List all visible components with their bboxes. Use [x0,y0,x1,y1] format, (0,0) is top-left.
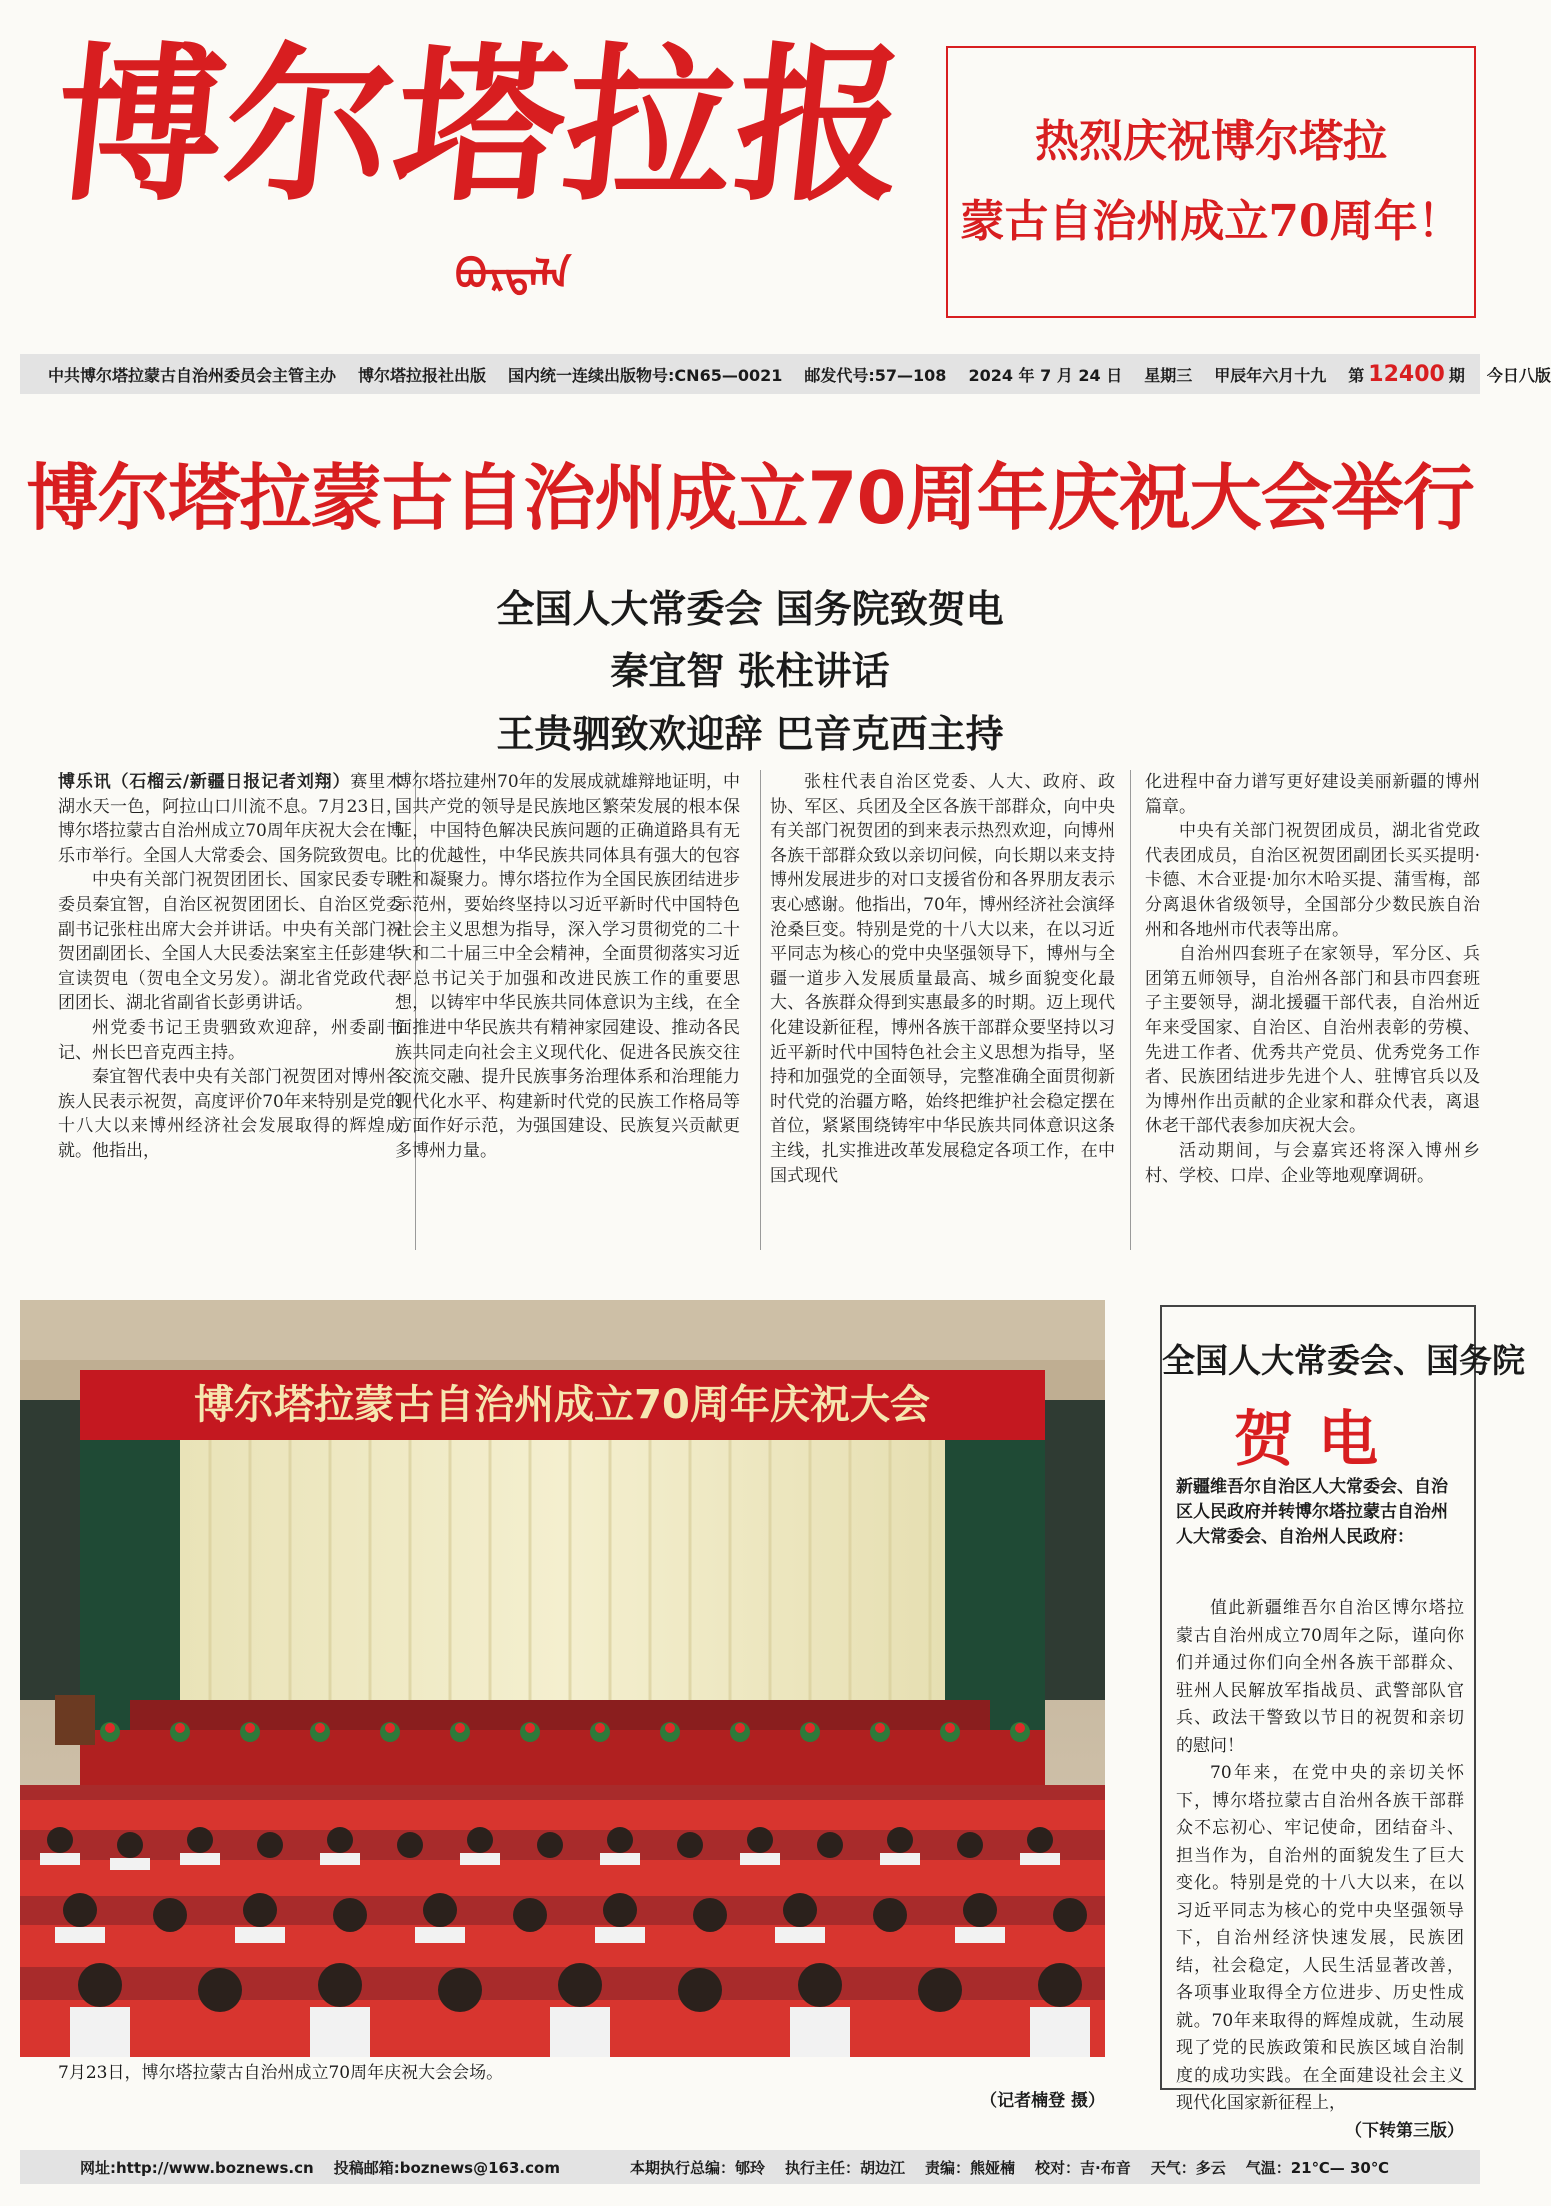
article-paragraph: 化进程中奋力谱写更好建设美丽新疆的博州篇章。 [1145,772,1480,817]
telegram-address: 新疆维吾尔自治区人大常委会、自治区人民政府并转博尔塔拉蒙古自治州人大常委会、自治州人民政府： [1176,1477,1448,1547]
photo-credit: （记者楠登 摄） [980,2091,1105,2111]
chief-editor: 本期执行总编：郇玲 [629,2158,765,2177]
sponsor: 中共博尔塔拉蒙古自治州委员会主管主办 [48,365,337,385]
newspaper-masthead: 博尔塔拉报 [45,26,917,224]
responsible-editor: 责编：熊娅楠 [924,2158,1015,2177]
issue-suffix: 期 [1448,365,1465,385]
website: 网址:http://www.boznews.cn [80,2158,314,2177]
weather: 天气：多云 [1150,2158,1226,2177]
article-column-2 [395,770,740,1164]
banner-text: 博尔塔拉蒙古自治州成立70周年庆祝大会 [194,1382,930,1428]
congratulatory-telegram-box [1160,1305,1525,2141]
issue-date: 2024 年 7 月 24 日 [968,365,1123,385]
weekday: 星期三 [1144,365,1193,385]
mongolian-masthead: ᠪᠣᠷᠲᠠᠯᠠ [455,251,572,298]
celebration-line-1: 热烈庆祝博尔塔拉 [1035,116,1387,167]
article-column-1 [58,770,403,1164]
telegram-body [1176,1595,1464,2145]
dateline: 博乐讯（石榴云/新疆日报记者刘翔） [58,772,351,792]
subheadline-3: 王贵驷致欢迎辞 巴音克西主持 [496,711,1004,756]
article-paragraph: 自治州四套班子在家领导，军分区、兵团第五师领导，自治州各部门和县市四套班子主要领导，湖北援疆干部代表，自治州近年来受国家、自治区、自治州表彰的劳模、先进工作者、优秀共产党员、优秀党务工作者、民族团结进步先进个人、驻博官兵以及为博州作出贡献的企业家和群众代表，离退休老干部代表参加庆祝大会。 [1145,944,1480,1137]
telegram-title: 贺电 [1234,1405,1402,1475]
proofreader: 校对：吉·布音 [1035,2158,1131,2177]
postal-code: 邮发代号:57—108 [804,365,947,385]
celebration-box [946,46,1476,318]
article-column-4 [1145,770,1480,1188]
publisher: 博尔塔拉报社出版 [358,365,487,385]
telegram-paragraph: 70年来，在党中央的亲切关怀下，博尔塔拉蒙古自治州各族干部群众不忘初心、牢记使命，团结奋斗、担当作为，自治州的面貌发生了巨大变化。特别是党的十八大以来，在以习近平同志为核心的党中央坚强领导下，自治州经济快速发展，民族团结，社会稳定，人民生活显著改善，各项事业取得全方位进步、历史性成就。70年来取得的辉煌成就，生动展现了党的民族政策和民族区域自治制度的成功实践。在全面建设社会主义现代化国家新征程上， [1176,1763,1464,2113]
article-paragraph [58,770,403,868]
telegram-paragraph: 值此新疆维吾尔自治区博尔塔拉蒙古自治州成立70周年之际，谨向你们并通过你们向全州各族干部群众、驻州人民解放军指战员、武警部队官兵、政法干警致以节日的祝贺和亲切的慰问！ [1176,1598,1464,1756]
conference-hall-illustration [20,1300,1105,2057]
article-paragraph: 州党委书记王贵驷致欢迎辞，州委副书记、州长巴音克西主持。 [58,1017,403,1063]
subheadline-2: 秦宜智 张柱讲话 [610,648,890,693]
submission-email: 投稿邮箱:boznews@163.com [333,2158,560,2177]
continued-notice: （下转第三版） [1345,2120,1464,2141]
celebration-line-2: 蒙古自治州成立70周年！ [960,196,1462,247]
lunar-date: 甲辰年六月十九 [1214,365,1327,385]
article-paragraph: 博尔塔拉建州70年的发展成就雄辩地证明，中国共产党的领导是民族地区繁荣发展的根本保证，中国特色解决民族问题的正确道路具有无比的优越性，中华民族共同体具有强大的包容性和凝聚力。博尔塔拉作为全国民族团结进步示范州，要始终坚持以习近平新时代中国特色社会主义思想为指导，深入学习贯彻党的二十大和二十届三中全会精神，全面贯彻落实习近平总书记关于加强和改进民族工作的重要思想，以铸牢中华民族共同体意识为主线，在全面推进中华民族共有精神家园建设、推动各民族共同走向社会主义现代化、促进各民族交往交流交融、提升民族事务治理体系和治理能力现代化水平、构建新时代党的民族工作格局等方面作好示范，为强国建设、民族复兴贡献更多博州力量。 [395,772,740,1161]
cn-number: 国内统一连续出版物号:CN65—0021 [508,365,783,385]
conference-hall-photo [20,1300,1105,2057]
article-paragraph: 中央有关部门祝贺团团长、国家民委专职委员秦宜智，自治区祝贺团团长、自治区党委副书记张柱出席大会并讲话。中央有关部门祝贺团副团长、全国人大民委法案室主任彭建华宣读贺电（贺电全文另发）。湖北省党政代表团团长、湖北省副省长彭勇讲话。 [58,870,403,1014]
temperature: 气温：21℃— 30℃ [1245,2158,1390,2177]
main-headline: 博尔塔拉蒙古自治州成立70周年庆祝大会举行 [26,456,1474,540]
column-divider [760,770,761,1250]
column-divider [1130,770,1131,1250]
footer-bar [20,2150,1480,2184]
telegram-sender: 全国人大常委会、国务院 [1162,1341,1525,1380]
photo-caption: 7月23日，博尔塔拉蒙古自治州成立70周年庆祝大会会场。 [58,2063,504,2083]
publication-info-bar [20,354,1551,394]
subheadline-1: 全国人大常委会 国务院致贺电 [496,586,1004,631]
executive-director: 执行主任：胡边江 [784,2158,905,2177]
article-paragraph: 张柱代表自治区党委、人大、政府、政协、军区、兵团及全区各族干部群众，向中央有关部门祝贺团的到来表示热烈欢迎，向博州各族干部群众致以亲切问候，向长期以来支持博州发展进步的对口支援省份和各界朋友表示衷心感谢。他指出，70年，博州经济社会演绎沧桑巨变。特别是党的十八大以来，在以习近平同志为核心的党中央坚强领导下，博州与全疆一道步入发展质量最高、城乡面貌变化最大、各族群众得到实惠最多的时期。迈上现代化建设新征程，博州各族干部群众要坚持以习近平新时代中国特色社会主义思想为指导，坚持和加强党的全面领导，完整准确全面贯彻新时代党的治疆方略，始终把维护社会稳定摆在首位，紧紧围绕铸牢中华民族共同体意识这条主线，扎实推进改革发展稳定各项工作，在中国式现代 [770,772,1115,1186]
page-count: 今日八版 [1486,365,1551,385]
article-text: 赛里木湖水天一色，阿拉山口川流不息。7月23日，博尔塔拉蒙古自治州成立70周年庆祝大会在博乐市举行。全国人大常委会、国务院致贺电。 [58,772,403,866]
article-paragraph: 秦宜智代表中央有关部门祝贺团对博州各族人民表示祝贺，高度评价70年来特别是党的十八大以来博州经济社会发展取得的辉煌成就。他指出， [58,1067,403,1161]
issue-prefix: 第 [1348,365,1365,385]
issue-number-group [1348,362,1465,387]
article-paragraph: 中央有关部门祝贺团成员，湖北省党政代表团成员，自治区祝贺团副团长买买提明·卡德、木合亚提·加尔木哈买提、蒲雪梅，部分离退休省级领导，全国部分少数民族自治州和各地州市代表等出席。 [1145,821,1480,940]
issue-number: 12400 [1368,361,1445,387]
article-column-3 [770,770,1115,1188]
article-paragraph: 活动期间，与会嘉宾还将深入博州乡村、学校、口岸、企业等地观摩调研。 [1145,1140,1480,1186]
